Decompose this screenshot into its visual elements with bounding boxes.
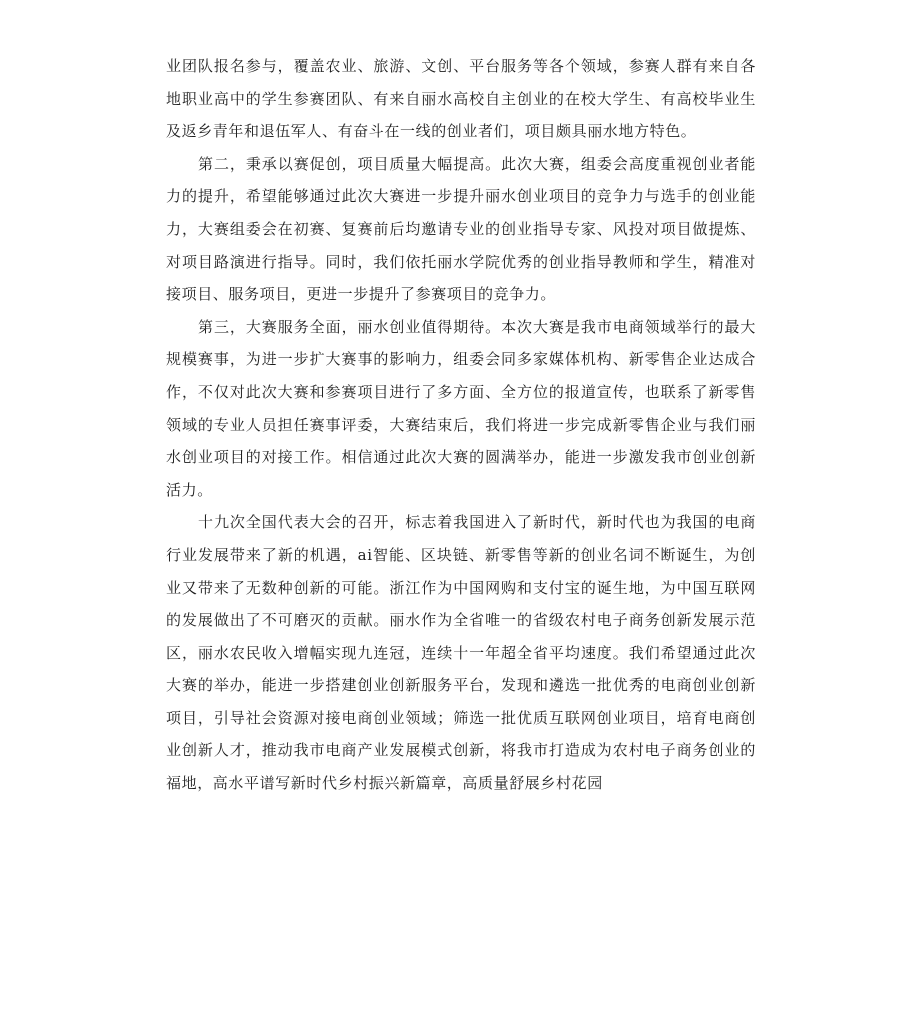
paragraph-2: 第二，秉承以赛促创，项目质量大幅提高。此次大赛，组委会高度重视创业者能力的提升，希望能够通过此次大赛进一步提升丽水创业项目的竞争力与选手的创业能力，大赛组委会在初赛、复赛前后均邀请专业的创业指导专家、风投对项目做提炼、对项目路演进行指导。同时，我们依托丽水学院优秀的创业指导教师和学生，精准对接项目、服务项目，更进一步提升了参赛项目的竞争力。 — [166, 154, 756, 304]
document-page — [166, 50, 756, 800]
paragraph-4: 十九次全国代表大会的召开，标志着我国进入了新时代，新时代也为我国的电商行业发展带来了新的机遇，ai智能、区块链、新零售等新的创业名词不断诞生，为创业又带来了无数种创新的可能。浙江作为中国网购和支付宝的诞生地，为中国互联网的发展做出了不可磨灭的贡献。丽水作为全省唯一的省级农村电子商务创新发展示范区，丽水农民收入增幅实现九连冠，连续十一年超全省平均速度。我们希望通过此次大赛的举办，能进一步搭建创业创新服务平台，发现和遴选一批优秀的电商创业创新项目，引导社会资源对接电商创业领域；筛选一批优质互联网创业项目，培育电商创业创新人才，推动我市电商产业发展模式创新，将我市打造成为农村电子商务创业的福地，高水平谱写新时代乡村振兴新篇章，高质量舒展乡村花园 — [166, 513, 756, 793]
paragraph-3: 第三，大赛服务全面，丽水创业值得期待。本次大赛是我市电商领域举行的最大规模赛事，为进一步扩大赛事的影响力，组委会同多家媒体机构、新零售企业达成合作，不仅对此次大赛和参赛项目进行了多方面、全方位的报道宣传，也联系了新零售领域的专业人员担任赛事评委，大赛结束后，我们将进一步完成新零售企业与我们丽水创业项目的对接工作。相信通过此次大赛的圆满举办，能进一步激发我市创业创新活力。 — [166, 317, 756, 499]
paragraph-1: 业团队报名参与，覆盖农业、旅游、文创、平台服务等各个领域，参赛人群有来自各地职业高中的学生参赛团队、有来自丽水高校自主创业的在校大学生、有高校毕业生及返乡青年和退伍军人、有奋斗在一线的创业者们，项目颇具丽水地方特色。 — [166, 57, 756, 141]
